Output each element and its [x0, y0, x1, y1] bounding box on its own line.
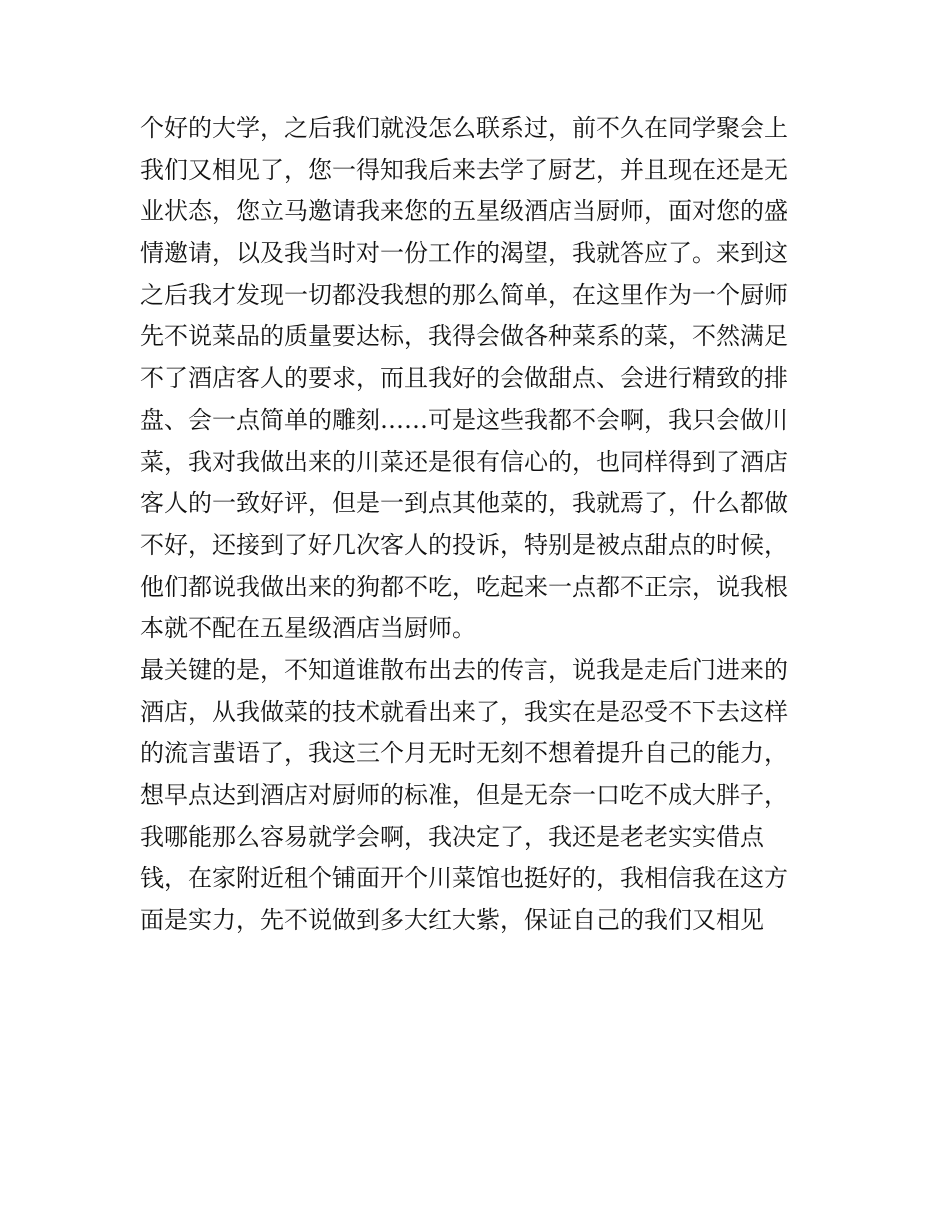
text-line: 不了酒店客人的要求，而且我好的会做甜点、会进行精致的排	[140, 364, 788, 393]
text-line: 盘、会一点简单的雕刻……可是这些我都不会啊，我只会做川	[140, 405, 788, 434]
text-line: 之后我才发现一切都没我想的那么简单，在这里作为一个厨师	[140, 280, 788, 309]
text-line: 酒店，从我做菜的技术就看出来了，我实在是忍受不下去这样	[140, 697, 788, 726]
text-line: 业状态，您立马邀请我来您的五星级酒店当厨师，面对您的盛	[140, 197, 788, 226]
text-line: 不好，还接到了好几次客人的投诉，特别是被点甜点的时候，	[140, 530, 788, 559]
text-line: 我们又相见了，您一得知我后来去学了厨艺，并且现在还是无	[140, 155, 788, 184]
text-line: 的流言蜚语了，我这三个月无时无刻不想着提升自己的能力，	[140, 739, 788, 768]
text-line: 我哪能那么容易就学会啊，我决定了，我还是老老实实借点	[140, 822, 764, 851]
text-line: 他们都说我做出来的狗都不吃，吃起来一点都不正宗，说我根	[140, 572, 788, 601]
text-line: 菜，我对我做出来的川菜还是很有信心的，也同样得到了酒店	[140, 447, 788, 476]
text-line: 面是实力，先不说做到多大红大紫，保证自己的我们又相见	[140, 906, 764, 935]
text-line: 情邀请，以及我当时对一份工作的渴望，我就答应了。来到这	[140, 239, 788, 268]
text-line: 个好的大学，之后我们就没怎么联系过，前不久在同学聚会上	[140, 114, 788, 142]
text-line: 钱，在家附近租个铺面开个川菜馆也挺好的，我相信我在这方	[140, 864, 788, 893]
text-line: 想早点达到酒店对厨师的标准，但是无奈一口吃不成大胖子，	[140, 781, 788, 809]
document-body	[140, 108, 812, 942]
text-line: 先不说菜品的质量要达标，我得会做各种菜系的菜，不然满足	[140, 322, 788, 351]
text-line: 本就不配在五星级酒店当厨师。	[140, 614, 476, 643]
text-line: 最关键的是，不知道谁散布出去的传言，说我是走后门进来的	[140, 655, 788, 684]
text-line: 客人的一致好评，但是一到点其他菜的，我就焉了，什么都做	[140, 489, 788, 518]
